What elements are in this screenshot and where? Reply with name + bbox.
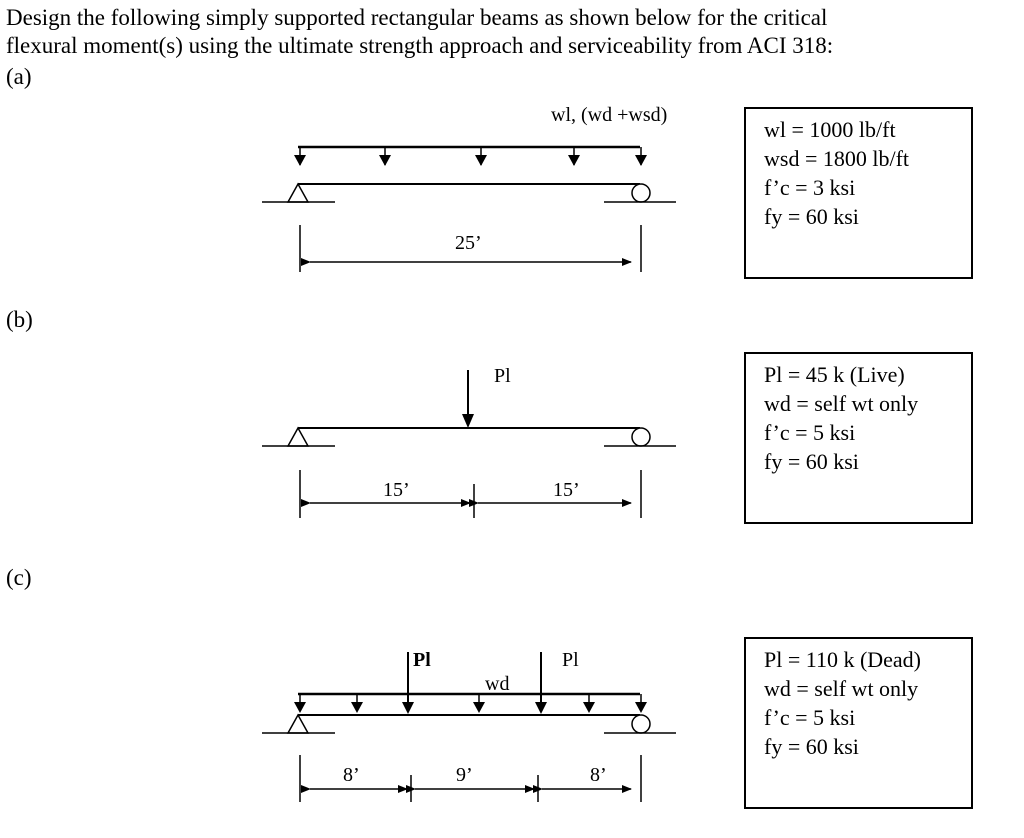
beam-a-wl: wl = 1000 lb/ft xyxy=(764,117,896,142)
beam-c-wd: wd = self wt only xyxy=(764,676,919,701)
beam-b xyxy=(262,365,676,518)
beam-a-load-label: wl, (wd +wsd) xyxy=(551,104,668,126)
beam-a-span-label: 25’ xyxy=(455,232,482,254)
intro-line-2: flexural moment(s) using the ultimate strength approach and serviceability from ACI 318: xyxy=(6,33,834,58)
beam-c-distributed-arrows xyxy=(294,694,647,713)
beam-b-fc: f’c = 5 ksi xyxy=(764,420,856,445)
part-b-label: (b) xyxy=(6,307,33,332)
beam-a-roller-support xyxy=(632,184,650,202)
beam-a-properties-box xyxy=(744,107,973,279)
beam-a-wsd: wsd = 1800 lb/ft xyxy=(764,146,910,171)
beam-c-right-load-label: Pl xyxy=(562,649,579,671)
beam-c xyxy=(262,649,676,802)
beam-b-pin-support xyxy=(288,428,308,446)
beam-c-span-3-label: 8’ xyxy=(590,764,607,786)
beam-c-roller-support xyxy=(632,715,650,733)
beam-a xyxy=(262,104,676,272)
beam-c-distributed-load-label: wd xyxy=(485,673,510,695)
beam-b-load-label: Pl xyxy=(494,365,511,387)
beam-b-left-span-label: 15’ xyxy=(383,479,410,501)
beam-b-right-span-label: 15’ xyxy=(553,479,580,501)
beam-a-fc: f’c = 3 ksi xyxy=(764,175,856,200)
beam-a-pin-support xyxy=(288,184,308,202)
beam-c-pin-support xyxy=(288,715,308,733)
part-c-label: (c) xyxy=(6,565,32,590)
beam-c-left-load-label: Pl xyxy=(413,649,431,671)
beam-a-load-arrows xyxy=(294,147,647,166)
beam-c-fy: fy = 60 ksi xyxy=(764,734,859,759)
beam-b-wd: wd = self wt only xyxy=(764,391,919,416)
beam-a-fy: fy = 60 ksi xyxy=(764,204,859,229)
beam-b-pl: Pl = 45 k (Live) xyxy=(764,362,905,387)
beam-b-properties-box xyxy=(744,352,973,524)
beam-c-span-1-label: 8’ xyxy=(343,764,360,786)
beam-c-pl: Pl = 110 k (Dead) xyxy=(764,647,922,672)
beam-c-span-2-label: 9’ xyxy=(456,764,473,786)
beam-b-roller-support xyxy=(632,428,650,446)
part-a-label: (a) xyxy=(6,64,32,89)
beam-c-properties-box xyxy=(744,637,973,809)
beam-b-fy: fy = 60 ksi xyxy=(764,449,859,474)
intro-line-1: Design the following simply supported rectangular beams as shown below for the critical xyxy=(6,5,828,30)
beam-c-fc: f’c = 5 ksi xyxy=(764,705,856,730)
